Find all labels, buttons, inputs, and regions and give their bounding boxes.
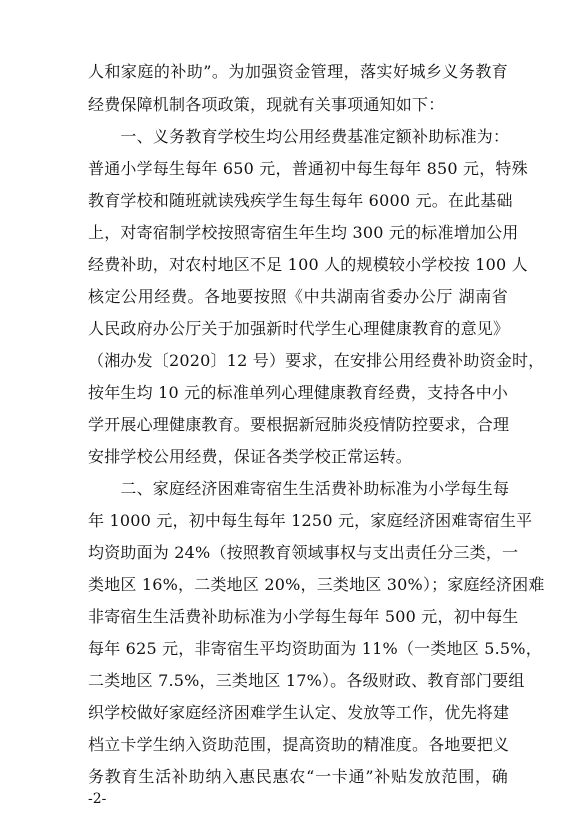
body-text-line: 核定公用经费。各地要按照《中共湖南省委办公厅 湖南省	[88, 287, 508, 306]
body-text-line: 上，对寄宿制学校按照寄宿生年生均 300 元的标准增加公用	[88, 223, 519, 242]
body-text-line: 教育学校和随班就读残疾学生每生每年 6000 元。在此基础	[88, 191, 513, 210]
body-text-line: 年 1000 元，初中每生每年 1250 元，家庭经济困难寄宿生平	[88, 511, 533, 530]
section-heading-line: 二、家庭经济困难寄宿生生活费补助标准为小学每生每	[88, 479, 510, 498]
body-text-line: 非寄宿生生活费补助标准为小学每生每年 500 元，初中每生	[88, 607, 519, 626]
body-text-line: 普通小学每生每年 650 元，普通初中每生每年 850 元，特殊	[88, 159, 528, 178]
body-text-line: 类地区 16%，二类地区 20%，三类地区 30%）；家庭经济困难	[88, 575, 545, 594]
body-text-line: 人和家庭的补助”。为加强资金管理，落实好城乡义务教育	[88, 62, 508, 81]
section-heading-line: 一、义务教育学校生均公用经费基准定额补助标准为：	[88, 127, 510, 146]
body-text-line: 安排学校公用经费，保证各类学校正常运转。	[88, 447, 413, 466]
body-text-line: 按年生均 10 元的标准单列心理健康教育经费，支持各中小	[88, 383, 509, 402]
body-text-line: 档立卡学生纳入资助范围，提高资助的精准度。各地要把义	[88, 735, 510, 754]
body-text-line: 经费保障机制各项政策，现就有关事项通知如下：	[88, 95, 445, 114]
body-text-line: 经费补助，对农村地区不足 100 人的规模较小学校按 100 人	[88, 255, 528, 274]
body-text-line: 织学校做好家庭经济困难学生认定、发放等工作，优先将建	[88, 703, 510, 722]
body-text-line: 务教育生活补助纳入惠民惠农“一卡通”补贴发放范围，确	[88, 767, 508, 786]
body-text-line: 学开展心理健康教育。要根据新冠肺炎疫情防控要求，合理	[88, 415, 510, 434]
body-text-line: 均资助面为 24%（按照教育领域事权与支出责任分三类，一	[88, 543, 519, 562]
body-text-line: 人民政府办公厅关于加强新时代学生心理健康教育的意见》	[88, 319, 510, 338]
body-text-line: 二类地区 7.5%，三类地区 17%）。各级财政、教育部门要组	[88, 671, 525, 690]
body-text-line: 每年 625 元，非寄宿生平均资助面为 11%（一类地区 5.5%，	[88, 639, 542, 658]
page-number: -2-	[88, 791, 107, 807]
body-text-line: （湘办发〔2020〕12 号）要求，在安排公用经费补助资金时，	[88, 351, 545, 370]
